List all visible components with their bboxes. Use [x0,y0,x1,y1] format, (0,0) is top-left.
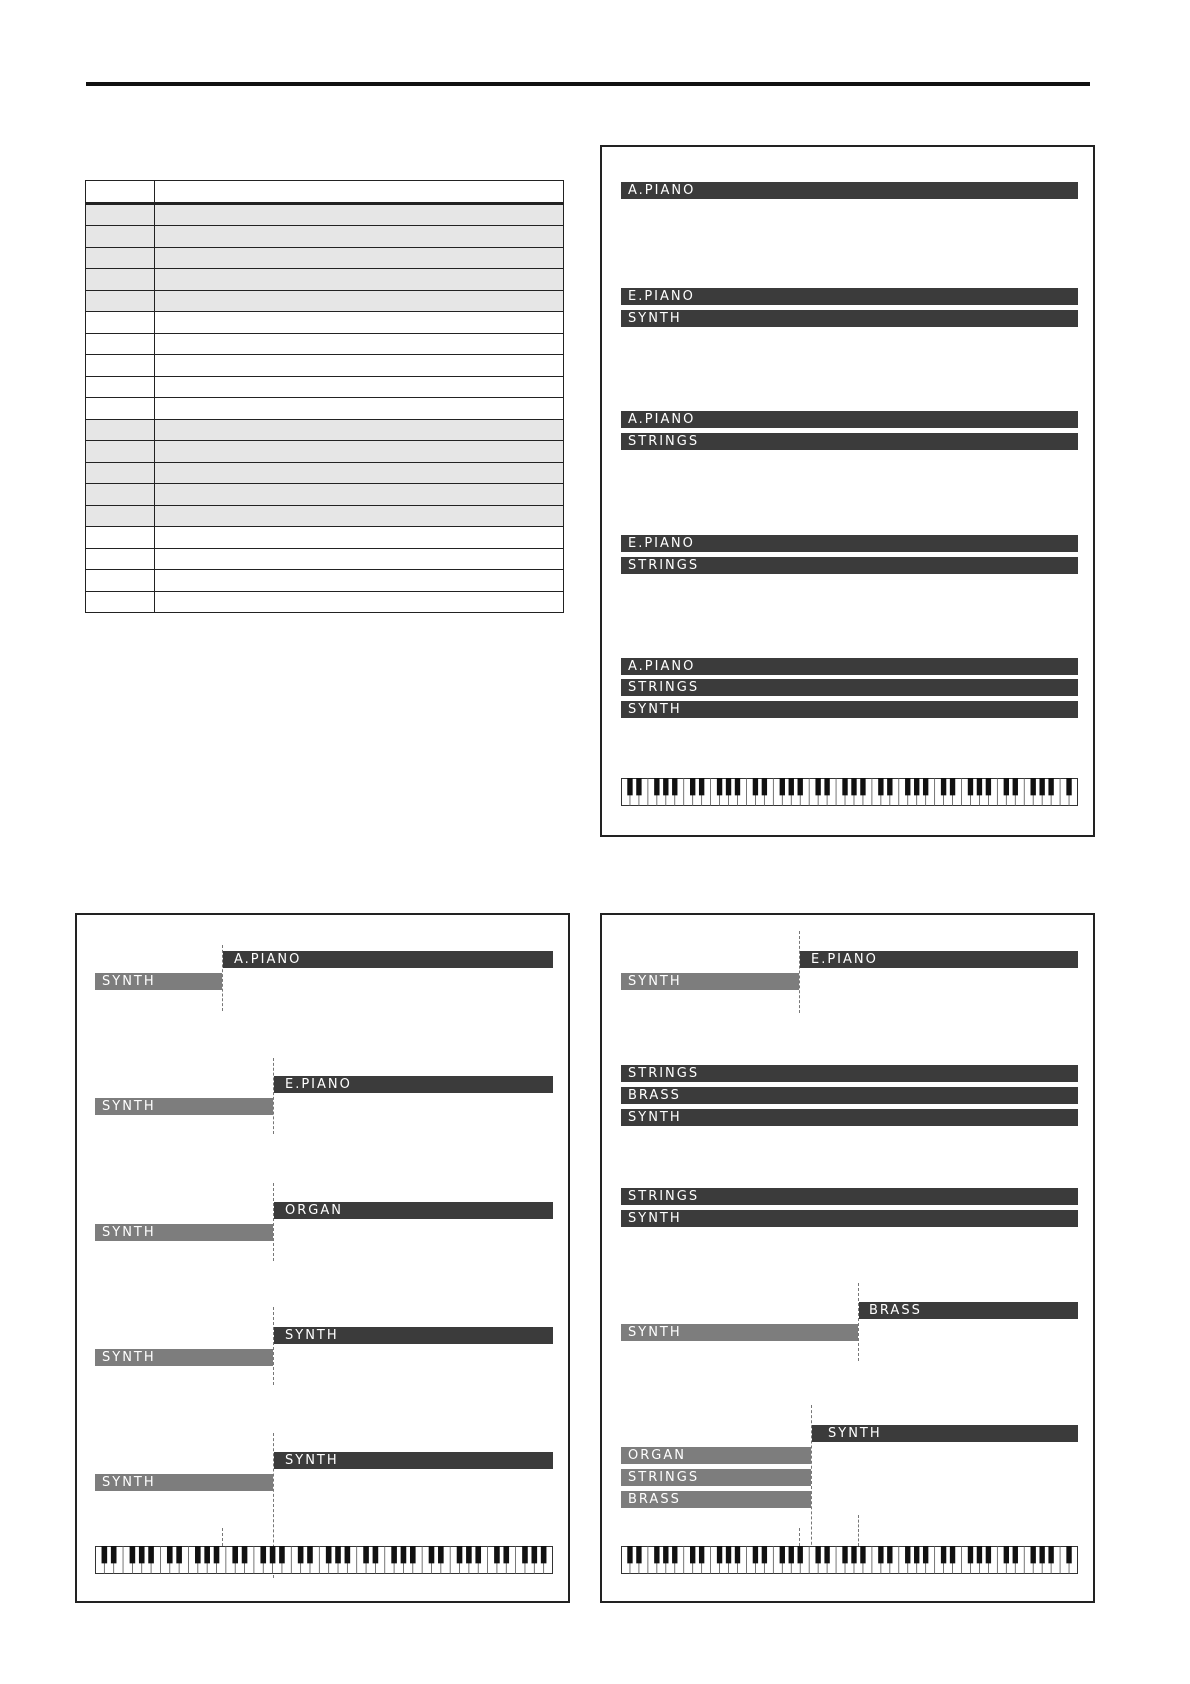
bar-a-piano: A.PIANO [621,182,1078,199]
bar-strings: STRINGS [621,557,1078,574]
split-line [799,931,800,1013]
table-cell [155,570,564,592]
table-cell [155,333,564,355]
split-line [858,1283,859,1361]
bar-upper: ORGAN [274,1202,553,1219]
table-row [86,505,564,527]
panel-layer-examples [600,145,1095,837]
header-rule [86,82,1090,86]
table-row [86,376,564,398]
bar-upper: SYNTH [274,1452,553,1469]
table-cell [155,462,564,484]
table-cell [155,591,564,613]
table-row [86,419,564,441]
table-cell [155,290,564,312]
bar-lower: SYNTH [95,973,222,990]
bar-synth: SYNTH [621,310,1078,327]
table-row [86,290,564,312]
table-row [86,462,564,484]
table-cell [86,462,155,484]
table-row [86,570,564,592]
blank-table [85,180,564,613]
panel-split-examples [75,913,570,1603]
bar-lower: ORGAN [621,1447,811,1464]
table-cell [155,398,564,420]
split-line [273,1058,274,1134]
table-cell [86,484,155,506]
table-cell [86,203,155,226]
bar-strings: STRINGS [621,433,1078,450]
table-cell [155,376,564,398]
table-cell [86,333,155,355]
table-cell [86,290,155,312]
panel-mixed-examples [600,913,1095,1603]
table-cell [86,591,155,613]
table-row [86,441,564,463]
table-cell [155,441,564,463]
table-cell [86,226,155,248]
table-cell [86,376,155,398]
table-row [86,247,564,269]
bar-lower: SYNTH [95,1349,273,1366]
table-cell [155,484,564,506]
bar-upper: A.PIANO [223,951,553,968]
table-row [86,548,564,570]
table-cell [86,181,155,204]
keyboard-icon [621,1546,1078,1574]
keyboard-icon [621,778,1078,806]
bar-lower: SYNTH [95,1224,273,1241]
bar-synth: SYNTH [621,1109,1078,1126]
table-cell [86,398,155,420]
table-cell [86,441,155,463]
bar-upper: E.PIANO [274,1076,553,1093]
table-cell [86,548,155,570]
bar-e-piano: E.PIANO [621,288,1078,305]
table-row [86,269,564,291]
table-cell [155,269,564,291]
bar-lower: SYNTH [621,1324,858,1341]
bar-e-piano: E.PIANO [621,535,1078,552]
bar-lower: STRINGS [621,1469,811,1486]
bar-upper: SYNTH [812,1425,1078,1442]
keyboard-icon [95,1546,553,1574]
table-cell [86,355,155,377]
table-cell [155,548,564,570]
table-cell [155,203,564,226]
table-cell [155,505,564,527]
bar-brass: BRASS [621,1087,1078,1104]
table-row [86,591,564,613]
bar-lower: BRASS [621,1491,811,1508]
bar-upper: E.PIANO [800,951,1078,968]
table-row [86,226,564,248]
table-cell [155,355,564,377]
split-marker [858,1515,859,1546]
split-line [273,1307,274,1385]
bar-strings: STRINGS [621,1065,1078,1082]
split-marker [799,1528,800,1546]
bar-upper: BRASS [859,1302,1078,1319]
table-row [86,355,564,377]
bar-a-piano: A.PIANO [621,658,1078,675]
table-cell [155,247,564,269]
table-cell [86,269,155,291]
table-cell [86,247,155,269]
table-cell [86,419,155,441]
table-cell [155,312,564,334]
bar-lower: SYNTH [621,973,799,990]
bar-synth: SYNTH [621,1210,1078,1227]
split-line [273,1183,274,1261]
table-cell [155,226,564,248]
table-row [86,312,564,334]
table-row [86,484,564,506]
bar-a-piano: A.PIANO [621,411,1078,428]
table-row [86,527,564,549]
table-row [86,203,564,226]
bar-synth: SYNTH [621,701,1078,718]
table-header-row [86,181,564,204]
table-row [86,398,564,420]
bar-strings: STRINGS [621,679,1078,696]
table-row [86,333,564,355]
table-cell [155,419,564,441]
bar-lower: SYNTH [95,1098,273,1115]
bar-lower: SYNTH [95,1474,273,1491]
bar-upper: SYNTH [274,1327,553,1344]
split-marker [222,1528,223,1546]
table-cell [155,527,564,549]
bar-strings: STRINGS [621,1188,1078,1205]
table-cell [86,312,155,334]
table-cell [86,570,155,592]
table-cell [86,527,155,549]
table-cell [155,181,564,204]
table-cell [86,505,155,527]
